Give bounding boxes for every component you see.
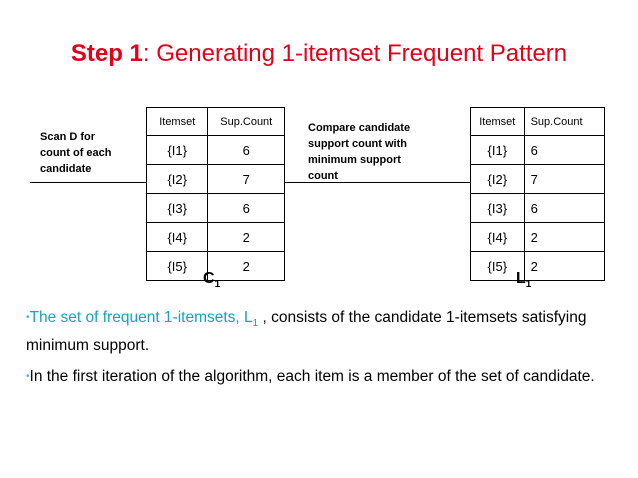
table-row — [147, 136, 285, 165]
itemset-cell: {I4} — [471, 223, 525, 252]
itemset-cell: {I5} — [147, 252, 208, 281]
itemset-cell: {I3} — [147, 194, 208, 223]
count-cell: 6 — [524, 194, 604, 223]
scan-note-line: count of each — [40, 147, 112, 159]
title-rest: : Generating 1-itemset Frequent Pattern — [142, 40, 568, 67]
slide-title — [0, 40, 638, 68]
table-row — [147, 223, 285, 252]
compare-note-line: support count with — [308, 138, 407, 150]
scan-note — [40, 129, 112, 177]
header-itemset: Itemset — [147, 108, 208, 136]
bullet-dot: • — [26, 312, 30, 323]
scan-arrow-line — [30, 182, 146, 183]
bullet-paragraph-1 — [26, 307, 616, 357]
highlight-subscript: 1 — [252, 318, 259, 330]
highlight-main: The set of frequent 1-itemsets, L — [29, 309, 253, 326]
header-itemset: Itemset — [471, 108, 525, 136]
itemset-cell: {I5} — [471, 252, 525, 281]
bullet-paragraph-2 — [26, 366, 616, 388]
scan-note-line: candidate — [40, 163, 92, 175]
highlight-text — [29, 309, 259, 330]
count-cell: 7 — [208, 165, 285, 194]
table-row — [471, 252, 605, 281]
title-step: Step 1 — [70, 40, 143, 67]
paragraph-text: , consists of the candidate 1-itemsets satisfying minimum support. — [26, 309, 587, 355]
count-cell: 6 — [208, 136, 285, 165]
compare-note-line: Compare candidate — [308, 122, 411, 134]
label-subscript: 1 — [525, 279, 532, 291]
count-cell: 2 — [524, 223, 604, 252]
label-letter: C — [203, 270, 215, 287]
count-cell: 2 — [208, 223, 285, 252]
frequent-table-label — [516, 270, 531, 290]
itemset-cell: {I2} — [471, 165, 525, 194]
scan-note-line: Scan D for — [40, 131, 96, 143]
table-row — [471, 136, 605, 165]
table-header-row — [471, 108, 605, 136]
table-row — [471, 165, 605, 194]
frequent-table — [470, 107, 605, 281]
table-row — [147, 194, 285, 223]
count-cell: 7 — [524, 165, 604, 194]
count-cell: 2 — [208, 252, 285, 281]
candidate-table — [146, 107, 285, 281]
compare-note-line: minimum support — [308, 154, 401, 166]
count-cell: 2 — [524, 252, 604, 281]
header-sup-count: Sup.Count — [524, 108, 604, 136]
candidate-table-label — [203, 270, 220, 290]
table-row — [471, 194, 605, 223]
table-row — [471, 223, 605, 252]
itemset-cell: {I3} — [471, 194, 525, 223]
compare-note-line: count — [308, 170, 338, 182]
itemset-cell: {I1} — [471, 136, 525, 165]
count-cell: 6 — [524, 136, 604, 165]
compare-note — [308, 120, 410, 184]
bullet-dot: • — [26, 371, 30, 382]
itemset-cell: {I1} — [147, 136, 208, 165]
count-cell: 6 — [208, 194, 285, 223]
itemset-cell: {I2} — [147, 165, 208, 194]
label-subscript: 1 — [214, 279, 221, 291]
header-sup-count: Sup.Count — [208, 108, 285, 136]
table-row — [147, 165, 285, 194]
label-letter: L — [516, 270, 526, 287]
paragraph-text: In the first iteration of the algorithm, each item is a member of the set of candidate. — [29, 368, 595, 385]
itemset-cell: {I4} — [147, 223, 208, 252]
table-header-row — [147, 108, 285, 136]
compare-arrow-line — [285, 182, 470, 183]
